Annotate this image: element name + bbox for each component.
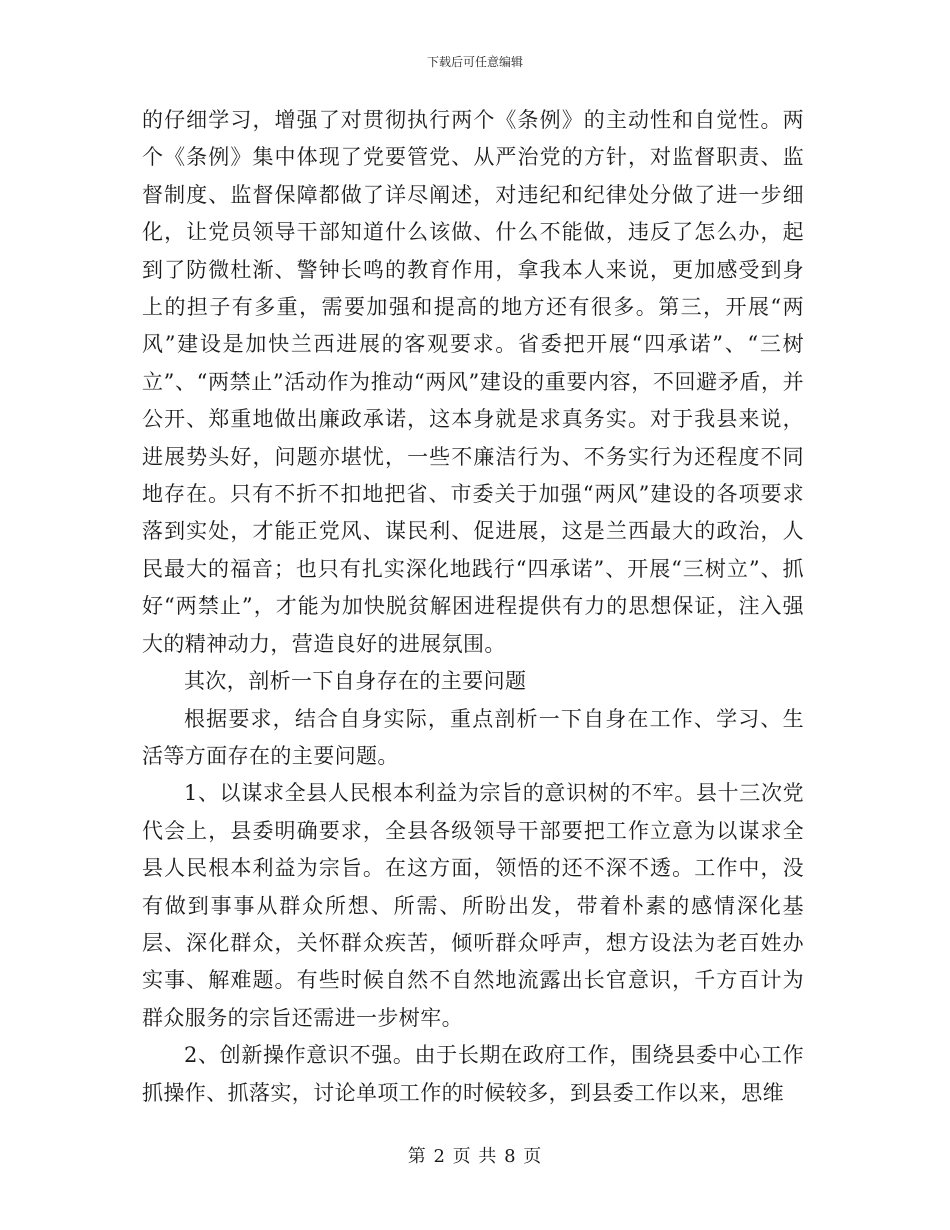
page-header-note: 下载后可任意编辑: [426, 55, 523, 69]
document-body: [142, 102, 804, 1112]
page-number: 第 2 页 共 8 页: [407, 1146, 543, 1167]
numbered-paragraph-1: 1、以谋求全县人民根本利益为宗旨的意识树的不牢。县十三次党代会上，县委明确要求，全县各级领导干部要把工作立意为以谋求全县人民根本利益为宗旨。在这方面，领悟的还不深不透。工作中，没有做到事事从群众所想、所需、所盼出发，带着朴素的感情深化基层、深化群众，关怀群众疾苦，倾听群众呼声，想方设法为老百姓办实事、解难题。有些时候自然不自然地流露出长官意识，千方百计为群众服务的宗旨还需进一步树牢。: [142, 781, 804, 1030]
body-paragraph: 根据要求，结合自身实际，重点剖析一下自身在工作、学习、生活等方面存在的主要问题。: [142, 706, 804, 768]
numbered-paragraph-2: 2、创新操作意识不强。由于长期在政府工作，围绕县委中心工作抓操作、抓落实，讨论单项工作的时候较多，到县委工作以来，思维: [142, 1043, 804, 1105]
section-heading: 其次，剖析一下自身存在的主要问题: [184, 669, 527, 694]
body-paragraph: 的仔细学习，增强了对贯彻执行两个《条例》的主动性和自觉性。两个《条例》集中体现了党要管党、从严治党的方针，对监督职责、监督制度、监督保障都做了详尽阐述，对违纪和纪律处分做了进一步细化，让党员领导干部知道什么该做、什么不能做，违反了怎么办，起到了防微杜渐、警钟长鸣的教育作用，拿我本人来说，更加感受到身上的担子有多重，需要加强和提高的地方还有很多。第三，开展“两风”建设是加快兰西进展的客观要求。省委把开展“四承诺”、“三树立”、“两禁止”活动作为推动“两风”建设的重要内容，不回避矛盾，并公开、郑重地做出廉政承诺，这本身就是求真务实。对于我县来说，进展势头好，问题亦堪忧，一些不廉洁行为、不务实行为还程度不同地存在。只有不折不扣地把省、市委关于加强“两风”建设的各项要求落到实处，才能正党风、谋民利、促进展，这是兰西最大的政治，人民最大的福音；也只有扎实深化地践行“四承诺”、开展“三树立”、抓好“两禁止”，才能为加快脱贫解困进程提供有力的思想保证，注入强大的精神动力，营造良好的进展氛围。: [142, 108, 804, 656]
